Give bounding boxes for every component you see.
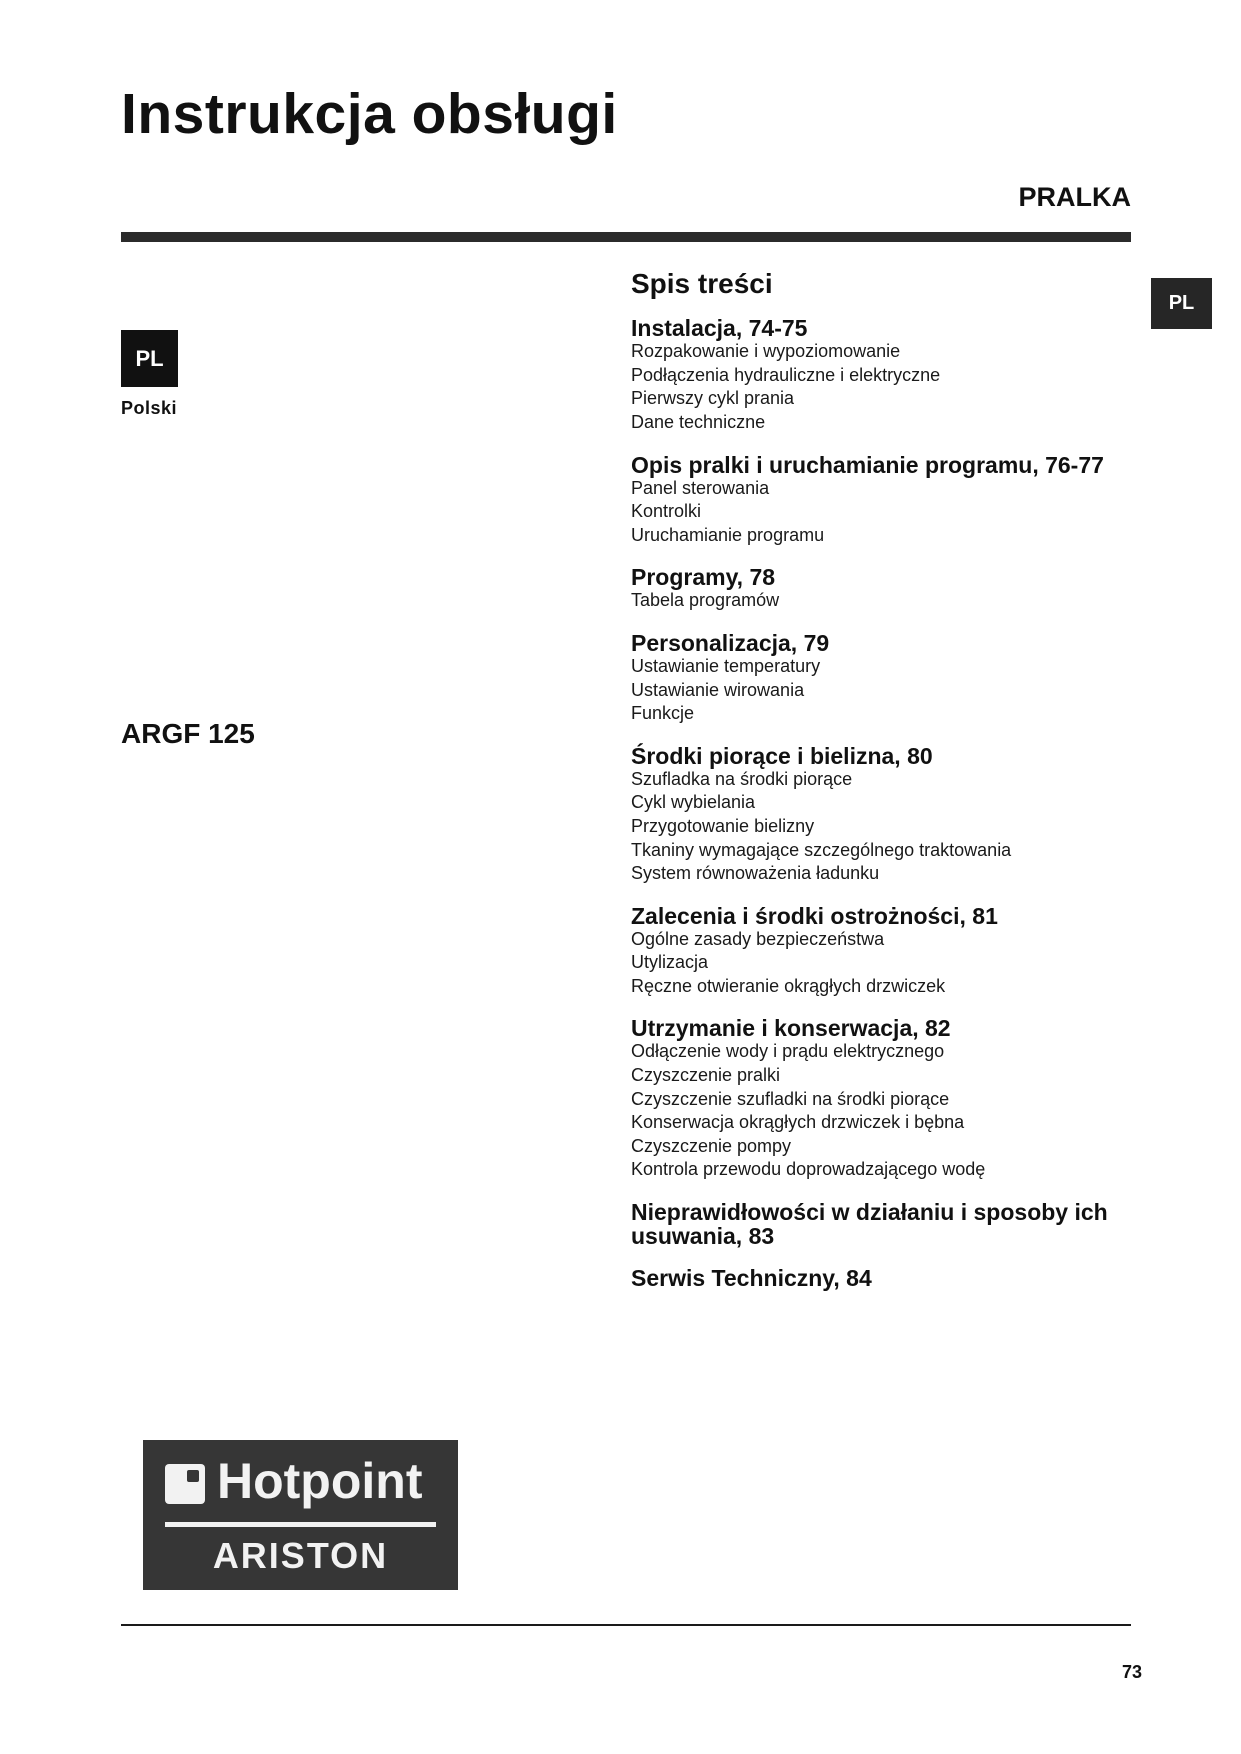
toc-section-title: Opis pralki i uruchamianie programu, 76-77 [631,451,1104,478]
toc-section-title: Środki piorące i bielizna, 80 [631,742,933,769]
product-type: PRALKA [1018,182,1131,212]
toc-item: Ogólne zasady bezpieczeństwa [631,928,885,949]
toc-item: Tkaniny wymagające szczególnego traktowania [631,839,1012,860]
toc-item: Rozpakowanie i wypoziomowanie [631,341,901,362]
toc-item: Utylizacja [631,952,709,973]
toc-section-title: Personalizacja, 79 [631,629,830,656]
logo-divider [165,1522,436,1527]
toc-item: Podłączenia hydrauliczne i elektryczne [631,364,941,385]
toc-item: Uruchamianie programu [631,524,825,545]
toc-item: Kontrolki [631,501,702,522]
toc-item: Czyszczenie pralki [631,1065,781,1086]
toc-section-title: Nieprawidłowości w działaniu i sposoby ich usuwania, 83 [631,1199,1108,1250]
toc-item: Ustawianie wirowania [631,679,805,700]
toc-section [631,453,1151,548]
toc-item: Dane techniczne [631,411,766,432]
toc-item: Szufladka na środki piorące [631,768,853,789]
toc-item: Czyszczenie pompy [631,1135,792,1156]
page-number: 73 [1121,1662,1142,1682]
table-of-contents [631,268,1151,1308]
toc-section [631,631,1151,726]
toc-sections [631,316,1151,1290]
footer-divider [121,1624,1131,1626]
toc-section [631,316,1151,434]
toc-item: Pierwszy cykl prania [631,388,795,409]
toc-item: Cykl wybielania [631,792,756,813]
language-label: Polski [121,398,178,418]
model-number: ARGF 125 [121,718,255,749]
toc-item: Funkcje [631,703,695,724]
toc-item: Panel sterowania [631,477,770,498]
toc-section-title: Zalecenia i środki ostrożności, 81 [631,902,998,929]
logo-sub-text: ARISTON [212,1535,389,1576]
toc-section [631,1016,1151,1182]
toc-item: System równoważenia ładunku [631,863,880,884]
language-badge: PL [121,330,178,387]
toc-item: Ręczne otwieranie okrągłych drzwiczek [631,975,946,996]
toc-section [631,565,1151,613]
toc-item: Ustawianie temperatury [631,655,821,676]
toc-section [631,1200,1151,1248]
toc-item: Odłączenie wody i prądu elektrycznego [631,1041,945,1062]
toc-section-title: Serwis Techniczny, 84 [631,1265,872,1292]
toc-item: Przygotowanie bielizny [631,815,815,836]
brand-logo [143,1440,458,1590]
toc-section-title: Utrzymanie i konserwacja, 82 [631,1015,951,1042]
language-side-tab: PL [1151,278,1212,329]
logo-brand-text: Hotpoint [217,1453,423,1509]
toc-section [631,744,1151,886]
toc-item: Czyszczenie szufladki na środki piorące [631,1088,950,1109]
toc-section-title: Instalacja, 74-75 [631,315,808,342]
toc-item: Konserwacja okrągłych drzwiczek i bębna [631,1112,965,1133]
header-divider [121,232,1131,242]
toc-section-title: Programy, 78 [631,564,776,591]
toc-item: Kontrola przewodu doprowadzającego wodę [631,1159,986,1180]
logo-mark-icon [165,1464,205,1504]
toc-section [631,1266,1151,1290]
toc-item: Tabela programów [631,590,780,611]
toc-heading: Spis treści [631,268,773,299]
toc-section [631,904,1151,999]
page-title: Instrukcja obsługi [121,82,618,146]
